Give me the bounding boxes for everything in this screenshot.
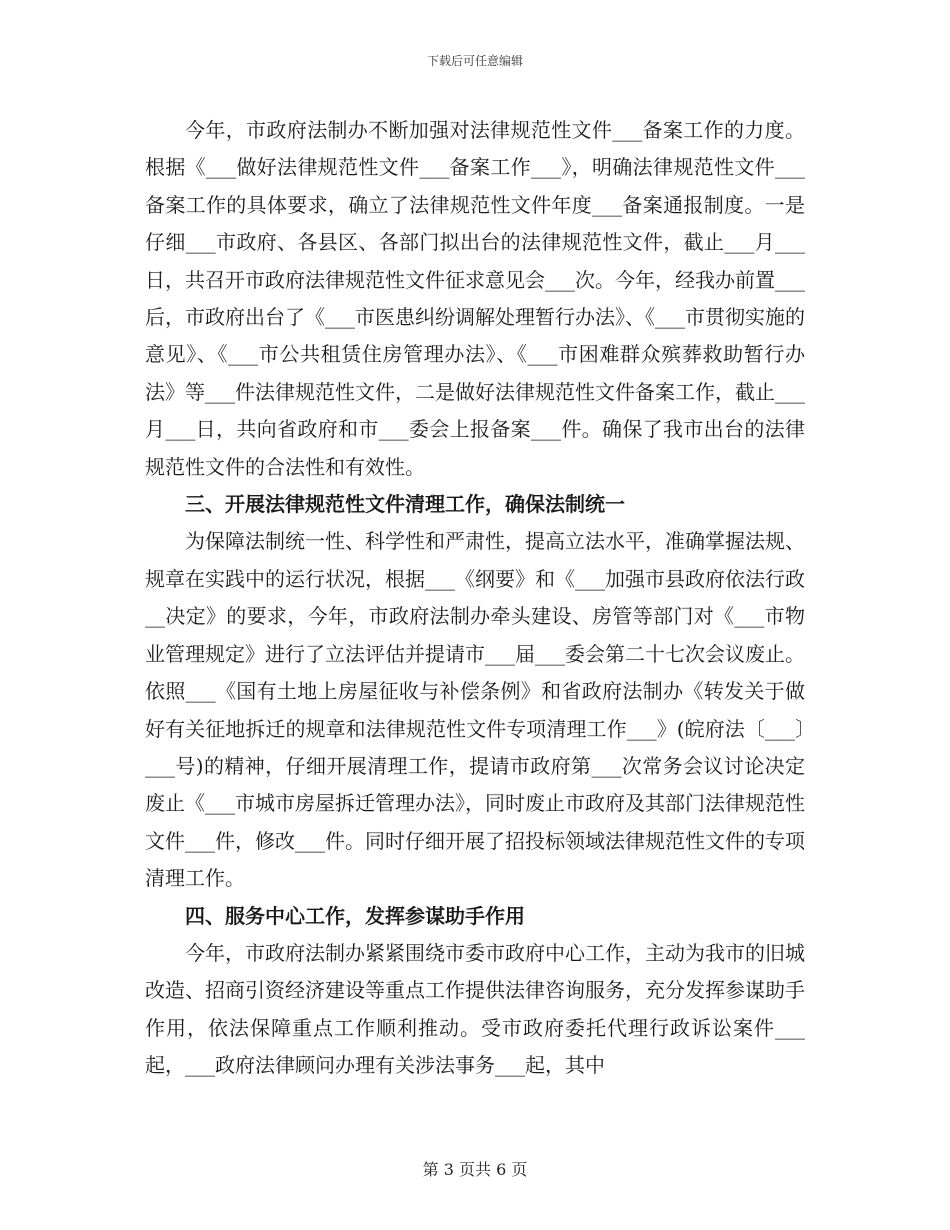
paragraph-filing: 今年，市政府法制办不断加强对法律规范性文件___备案工作的力度。根据《___做好法律规范性文件___备案工作___》，明确法律规范性文件___备案工作的具体要求，确立了法律规范性文件年度___备案通报制度。一是仔细___市政府、各县区、各部门拟出台的法律规范性文件，截止___月___日，共召开市政府法律规范性文件征求意见会___次。今年，经我办前置___后，市政府出台了《___市医患纠纷调解处理暂行办法》、《___市贯彻实施的意见》、《___市公共租赁住房管理办法》、《___市困难群众殡葬救助暂行办法》等___件法律规范性文件，二是做好法律规范性文件备案工作，截止___月___日，共向省政府和市___委会上报备案___件。确保了我市出台的法律规范性文件的合法性和有效性。 — [145, 118, 805, 479]
section-heading-3: 三、开展法律规范性文件清理工作，确保法制统一 — [185, 492, 625, 517]
section-heading-4: 四、服务中心工作，发挥参谋助手作用 — [185, 903, 525, 928]
page-footer: 第 3 页共 6 页 — [422, 1160, 528, 1179]
paragraph-service: 今年，市政府法制办紧紧围绕市委市政府中心工作，主动为我市的旧城改造、招商引资经济建设等重点工作提供法律咨询服务，充分发挥参谋助手作用，依法保障重点工作顺利推动。受市政府委托代理行政诉讼案件___起，___政府法律顾问办理有关涉法事务___起，其中 — [145, 940, 805, 1078]
document-body — [145, 112, 805, 1085]
page-header: 下载后可任意编辑 — [426, 54, 523, 68]
paragraph-cleanup: 为保障法制统一性、科学性和严肃性，提高立法水平，准确掌握法规、规章在实践中的运行状况，根据___《纲要》和《___加强市县政府依法行政__决定》的要求，今年，市政府法制办牵头建设、房管等部门对《___市物业管理规定》进行了立法评估并提请市___届___委会第二十七次会议废止。依照___《国有土地上房屋征收与补偿条例》和省政府法制办《转发关于做好有关征地拆迁的规章和法律规范性文件专项清理工作___》(皖府法〔___〕___号)的精神，仔细开展清理工作，提请市政府第___次常务会议讨论决定废止《___市城市房屋拆迁管理办法》，同时废止市政府及其部门法律规范性文件___件，修改___件。同时仔细开展了招投标领域法律规范性文件的专项清理工作。 — [145, 529, 805, 891]
